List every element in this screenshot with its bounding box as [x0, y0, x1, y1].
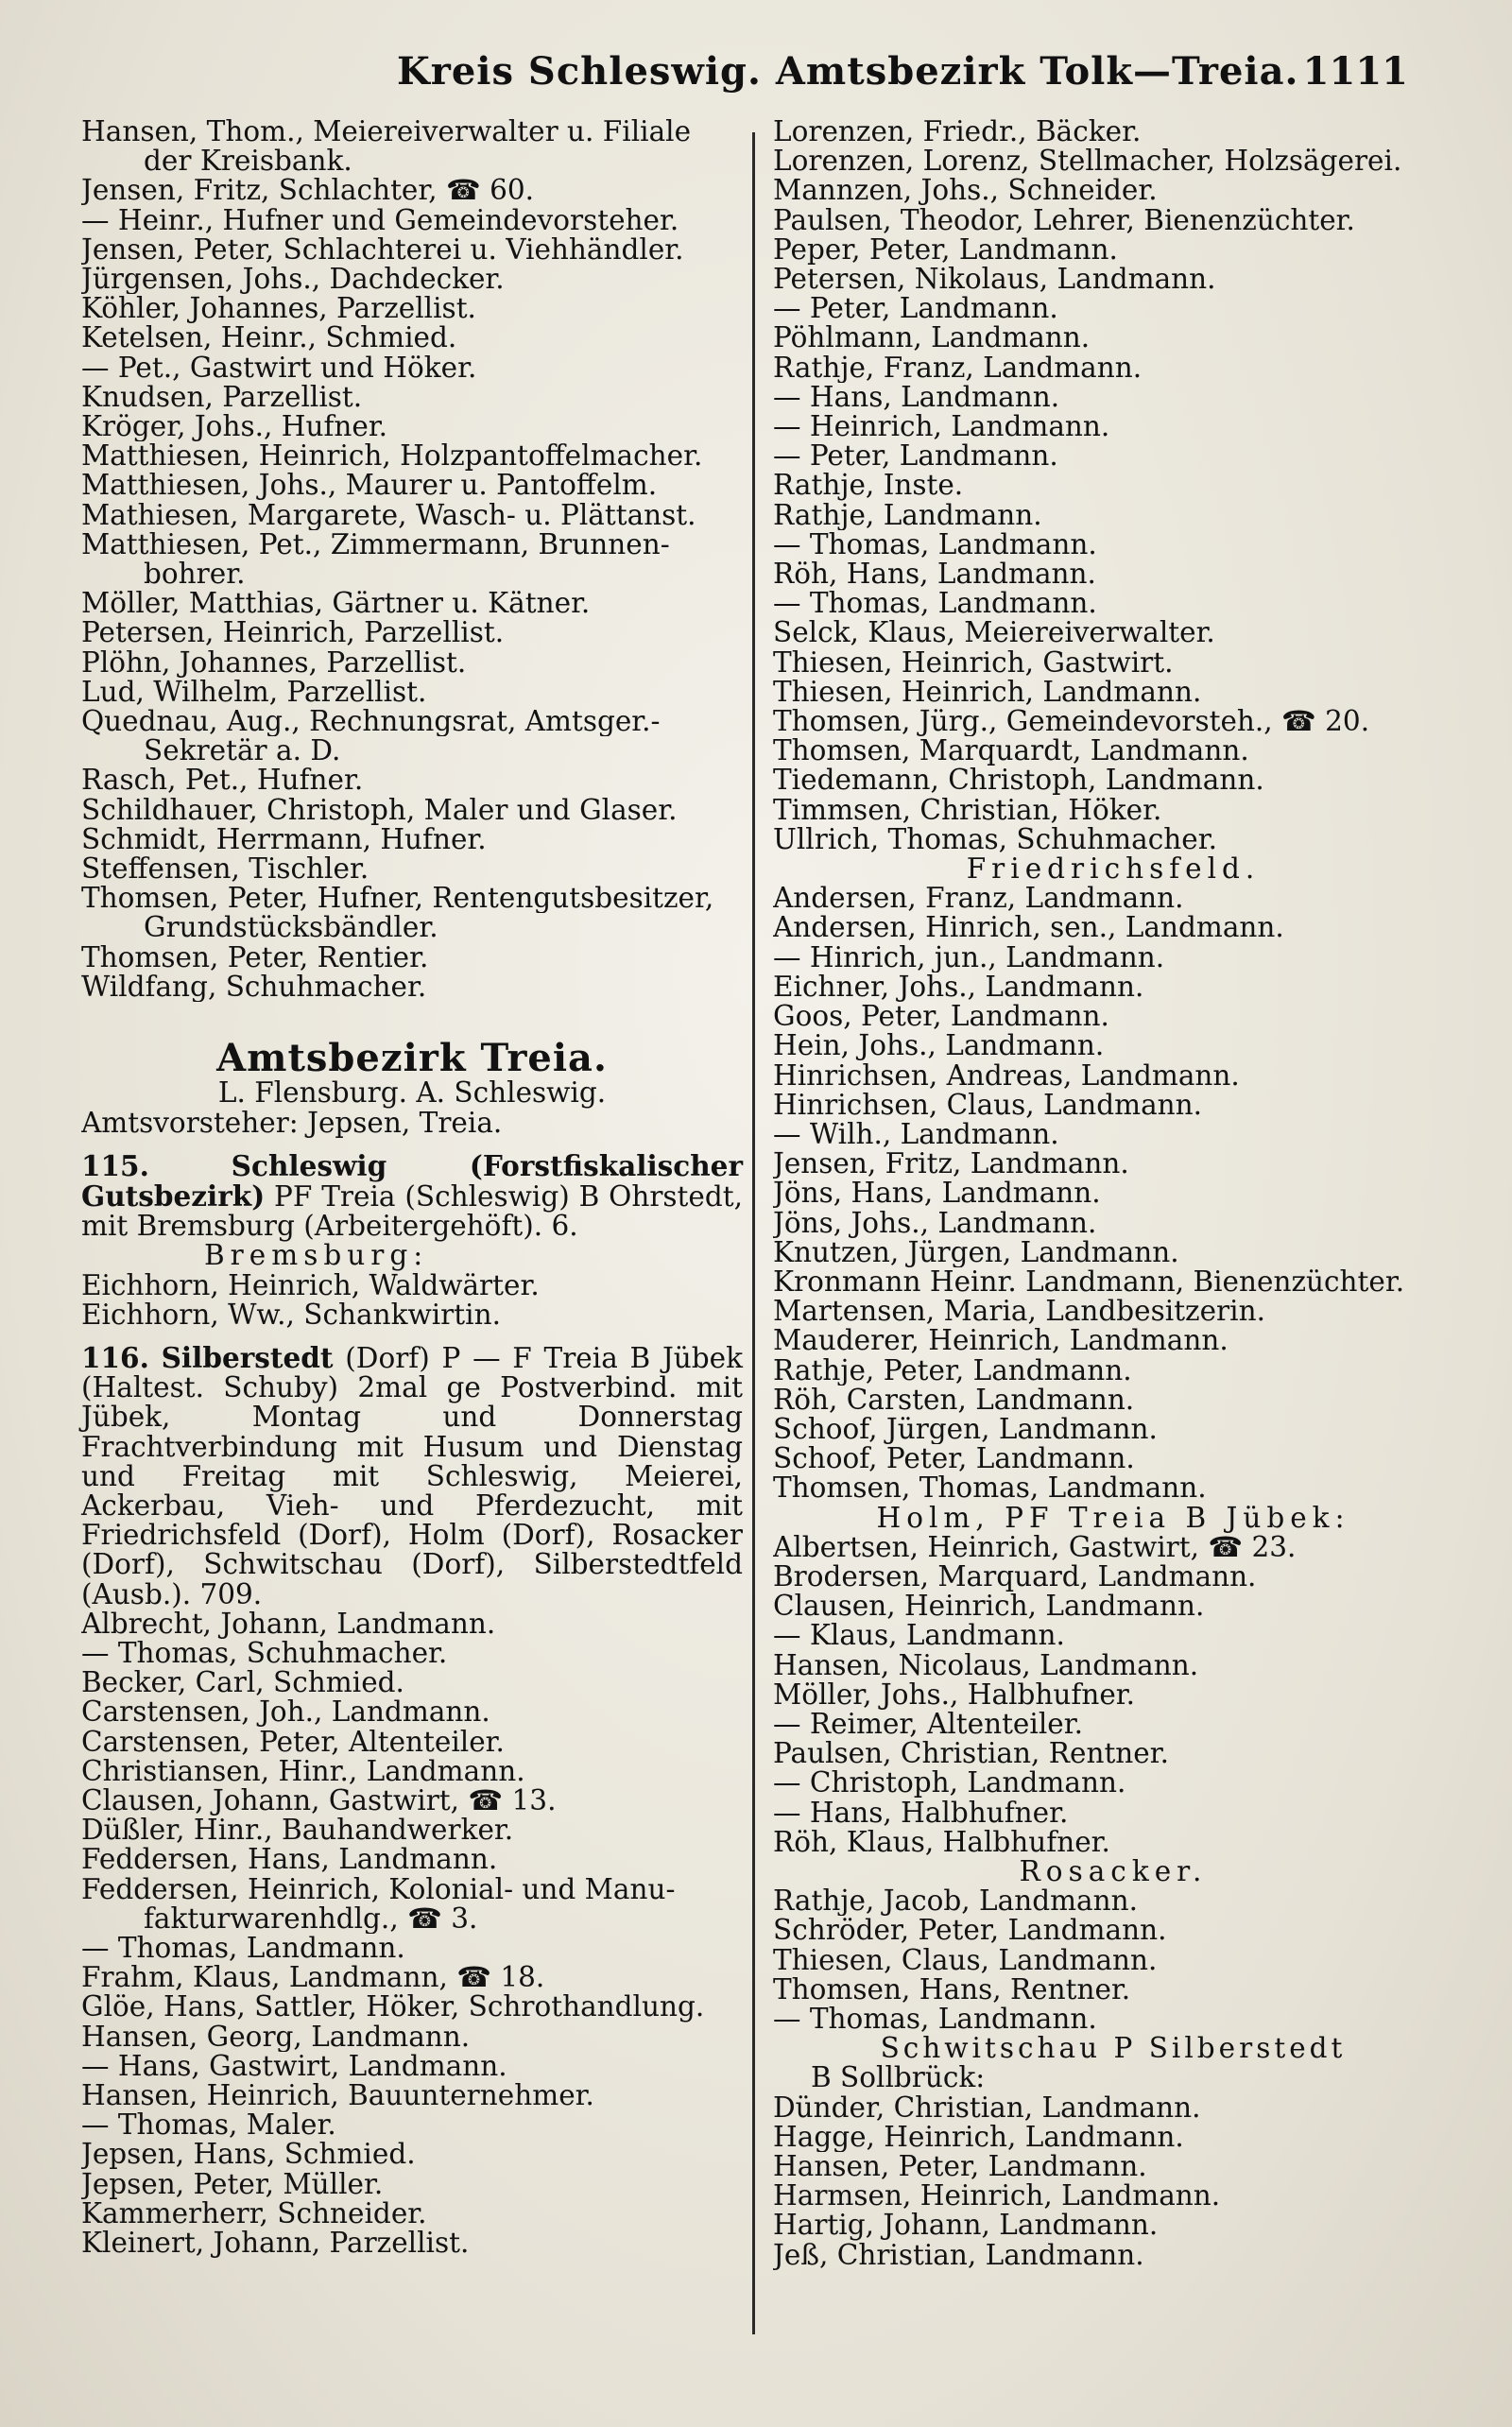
list-entry: Jensen, Fritz, Landmann. — [773, 1149, 1129, 1179]
rosacker-list — [773, 1886, 1453, 2034]
rosacker-label: Rosacker. — [1019, 1854, 1208, 1887]
list-entry: Hein, Johs., Landmann. — [773, 1031, 1105, 1061]
right-column — [773, 117, 1453, 2270]
list-entry: Jöns, Hans, Landmann. — [773, 1179, 1101, 1209]
list-entry: Petersen, Nikolaus, Landmann. — [773, 265, 1216, 295]
list-entry: Sekretär a. D. — [144, 736, 341, 766]
list-entry: Thomsen, Hans, Rentner. — [773, 1974, 1131, 2005]
list-entry: Jürgensen, Johs., Dachdecker. — [81, 265, 505, 295]
list-entry: Plöhn, Johannes, Parzellist. — [81, 647, 467, 678]
list-entry: Eichner, Johs., Landmann. — [773, 972, 1144, 1003]
list-entry: — Thomas, Maler. — [81, 2110, 336, 2141]
schwitschau-label-2: B Sollbrück: — [811, 2063, 986, 2093]
list-entry: Mannzen, Johs., Schneider. — [773, 176, 1158, 206]
list-entry: — Peter, Landmann. — [773, 441, 1058, 472]
list-entry: Rathje, Inste. — [773, 471, 964, 501]
list-entry: — Thomas, Schuhmacher. — [81, 1638, 448, 1669]
list-entry: Hinrichsen, Andreas, Landmann. — [773, 1060, 1240, 1091]
list-entry: Carstensen, Peter, Altenteiler. — [81, 1727, 505, 1757]
list-entry: — Hans, Landmann. — [773, 382, 1060, 413]
section-116-heading: Silberstedt — [161, 1340, 334, 1374]
holm-list — [773, 1533, 1453, 1857]
list-entry: Thiesen, Claus, Landmann. — [773, 1945, 1158, 1975]
list-entry: Jensen, Peter, Schlachterei u. Viehhändler. — [81, 234, 684, 266]
list-entry: Matthiesen, Johs., Maurer u. Pantoffelm. — [81, 471, 658, 501]
list-entry: Harmsen, Heinrich, Landmann. — [773, 2181, 1221, 2212]
list-entry: — Thomas, Landmann. — [773, 529, 1097, 560]
list-entry: Röh, Klaus, Halbhufner. — [773, 1827, 1110, 1857]
list-entry: Albrecht, Johann, Landmann. — [81, 1609, 496, 1639]
list-entry: — Hans, Gastwirt, Landmann. — [81, 2051, 507, 2081]
list-entry: Feddersen, Hans, Landmann. — [81, 1845, 498, 1875]
list-entry: Jöns, Johs., Landmann. — [773, 1208, 1097, 1238]
list-entry: Düßler, Hinr., Bauhandwerker. — [81, 1816, 514, 1846]
list-entry: Hansen, Georg, Landmann. — [81, 2022, 471, 2052]
section-116 — [81, 1340, 743, 1610]
list-entry: Peper, Peter, Landmann. — [773, 234, 1118, 266]
list-entry: — Reimer, Altenteiler. — [773, 1709, 1083, 1740]
list-entry: — Christoph, Landmann. — [773, 1768, 1126, 1799]
list-entry: Matthiesen, Pet., Zimmermann, Brunnen- — [81, 529, 670, 560]
friedrichsfeld-label: Friedrichsfeld. — [966, 852, 1261, 886]
list-entry: — Thomas, Landmann. — [773, 2005, 1097, 2035]
list-entry: Thiesen, Heinrich, Gastwirt. — [773, 647, 1174, 678]
list-entry: Hinrichsen, Claus, Landmann. — [773, 1090, 1203, 1120]
left-column — [81, 117, 743, 2258]
list-entry: der Kreisbank. — [144, 146, 352, 177]
list-entry: Jepsen, Hans, Schmied. — [81, 2140, 416, 2170]
list-entry: — Wilh., Landmann. — [773, 1119, 1059, 1150]
list-entry: Timmsen, Christian, Höker. — [773, 795, 1162, 825]
list-entry: Jepsen, Peter, Müller. — [81, 2169, 384, 2199]
list-entry: Andersen, Franz, Landmann. — [773, 884, 1184, 914]
list-entry: Jeß, Christian, Landmann. — [773, 2240, 1144, 2270]
amtsbezirk-line: L. Flensburg. A. Schleswig. — [217, 1076, 607, 1110]
list-entry: — Klaus, Landmann. — [773, 1621, 1065, 1651]
section-115-heading: Schleswig (Forstfiskalischer Gutsbezirk) — [81, 1148, 743, 1213]
list-entry: Thomsen, Peter, Rentier. — [81, 942, 429, 973]
list-entry: Kröger, Johs., Hufner. — [81, 412, 388, 442]
list-entry: Hagge, Heinrich, Landmann. — [773, 2122, 1184, 2153]
list-entry: Thomsen, Thomas, Landmann. — [773, 1473, 1207, 1504]
section-116-text: (Dorf) P — F Treia B Jübek (Haltest. Schuby) 2mal ge Postverbind. mit Jübek, Montag und Donnerstag Frachtverbindung mit Husum und Dienstag und Freitag mit Schleswig, Meierei, Ackerbau, Vieh- und Pferdezucht, mit Friedrichsfeld (Dorf), Holm (Dorf), Rosacker (Dorf), Schwitschau (Dorf), Silberstedtfeld (Ausb.). 709. — [81, 1341, 743, 1610]
list-entry: Kleinert, Johann, Parzellist. — [81, 2229, 470, 2259]
list-entry: — Peter, Landmann. — [773, 294, 1058, 324]
friedrichsfeld-list — [773, 884, 1453, 1503]
list-entry: Matthiesen, Heinrich, Holzpantoffelmacher. — [81, 441, 703, 472]
list-entry: Schildhauer, Christoph, Maler und Glaser. — [81, 795, 678, 825]
list-entry: Petersen, Heinrich, Parzellist. — [81, 618, 505, 648]
list-entry: Feddersen, Heinrich, Kolonial- und Manu- — [81, 1874, 676, 1904]
list-entry: Rathje, Landmann. — [773, 500, 1042, 530]
list-entry: Köhler, Johannes, Parzellist. — [81, 294, 476, 324]
list-entry: Hansen, Thom., Meiereiverwalter u. Filiale — [81, 117, 692, 147]
section-115-text: PF Treia (Schleswig) B Ohrstedt, mit Bremsburg (Arbeitergehöft). 6. — [81, 1179, 743, 1243]
list-entry: Schoof, Peter, Landmann. — [773, 1444, 1135, 1474]
list-entry: Hartig, Johann, Landmann. — [773, 2211, 1159, 2241]
right-top-list — [773, 117, 1453, 854]
list-entry: Hansen, Peter, Landmann. — [773, 2152, 1147, 2182]
list-entry: Schmidt, Herrmann, Hufner. — [81, 824, 487, 855]
list-entry: Thomsen, Peter, Hufner, Rentengutsbesitzer, — [81, 884, 714, 914]
running-title: Kreis Schleswig. Amtsbezirk Tolk—Treia. — [397, 49, 1299, 94]
list-entry: — Heinrich, Landmann. — [773, 412, 1110, 442]
list-entry: Rathje, Jacob, Landmann. — [773, 1886, 1139, 1917]
list-entry: Frahm, Klaus, Landmann, ☎ 18. — [81, 1963, 545, 1993]
section-116-number: 116. — [81, 1340, 149, 1374]
holm-label: Holm, PF Treia B Jübek: — [876, 1501, 1350, 1534]
list-entry: Thomsen, Jürg., Gemeindevorsteh., ☎ 20. — [773, 707, 1370, 737]
list-entry: Carstensen, Joh., Landmann. — [81, 1697, 490, 1728]
list-entry: Clausen, Heinrich, Landmann. — [773, 1592, 1205, 1622]
list-entry: Dünder, Christian, Landmann. — [773, 2092, 1201, 2123]
list-entry: Kronmann Heinr. Landmann, Bienenzüchter. — [773, 1266, 1405, 1298]
list-entry: Thiesen, Heinrich, Landmann. — [773, 677, 1202, 708]
list-entry: bohrer. — [144, 559, 246, 590]
amtsvorsteher-line: Amtsvorsteher: Jepsen, Treia. — [81, 1108, 503, 1138]
list-entry: Glöe, Hans, Sattler, Höker, Schrothandlung. — [81, 1992, 705, 2022]
list-entry: Selck, Klaus, Meiereiverwalter. — [773, 618, 1215, 648]
list-entry: Clausen, Johann, Gastwirt, ☎ 13. — [81, 1785, 557, 1816]
list-entry: Tiedemann, Christoph, Landmann. — [773, 766, 1264, 796]
list-entry: — Thomas, Landmann. — [773, 589, 1097, 619]
list-entry: Rathje, Peter, Landmann. — [773, 1355, 1132, 1386]
section-115-number: 115. — [81, 1148, 149, 1182]
list-entry: Martensen, Maria, Landbesitzerin. — [773, 1297, 1265, 1327]
list-entry: — Thomas, Landmann. — [81, 1933, 405, 1964]
list-entry: — Heinr., Hufner und Gemeindevorsteher. — [81, 205, 679, 235]
list-entry: Rathje, Franz, Landmann. — [773, 353, 1143, 383]
list-entry: Röh, Carsten, Landmann. — [773, 1385, 1135, 1415]
column-divider — [752, 132, 755, 2334]
list-entry: Thomsen, Marquardt, Landmann. — [773, 736, 1249, 766]
list-entry: — Hinrich, jun., Landmann. — [773, 942, 1165, 973]
list-entry: Christiansen, Hinr., Landmann. — [81, 1756, 525, 1786]
list-entry: Lorenzen, Lorenz, Stellmacher, Holzsägerei. — [773, 146, 1402, 177]
list-entry: Steffensen, Tischler. — [81, 854, 369, 885]
list-entry: Andersen, Hinrich, sen., Landmann. — [773, 913, 1284, 943]
list-entry: Lorenzen, Friedr., Bäcker. — [773, 117, 1142, 147]
list-entry: Ketelsen, Heinr., Schmied. — [81, 323, 457, 353]
list-entry: Goos, Peter, Landmann. — [773, 1002, 1109, 1032]
section-115 — [81, 1148, 743, 1243]
list-entry: Eichhorn, Ww., Schankwirtin. — [81, 1300, 501, 1330]
left-bottom-list — [81, 1609, 743, 2258]
page-number: 1111 — [1302, 49, 1408, 94]
schwitschau-label: Schwitschau P Silberstedt — [880, 2032, 1347, 2065]
amtsbezirk-title: Amtsbezirk Treia. — [216, 1036, 608, 1081]
list-entry: Möller, Matthias, Gärtner u. Kätner. — [81, 589, 591, 619]
list-entry: Ullrich, Thomas, Schuhmacher. — [773, 824, 1217, 855]
list-entry: Mathiesen, Margarete, Wasch- u. Plättanst. — [81, 500, 696, 530]
list-entry: Hansen, Heinrich, Bauunternehmer. — [81, 2081, 594, 2111]
page-header — [85, 49, 1408, 106]
list-entry: Knutzen, Jürgen, Landmann. — [773, 1237, 1179, 1267]
list-entry: Hansen, Nicolaus, Landmann. — [773, 1650, 1199, 1680]
list-entry: Quednau, Aug., Rechnungsrat, Amtsger.- — [81, 707, 661, 737]
list-entry: Becker, Carl, Schmied. — [81, 1668, 404, 1698]
list-entry: Paulsen, Theodor, Lehrer, Bienenzüchter. — [773, 205, 1355, 235]
list-entry: Möller, Johs., Halbhufner. — [773, 1679, 1136, 1710]
left-top-list — [81, 117, 743, 1002]
list-entry: Mauderer, Heinrich, Landmann. — [773, 1326, 1228, 1356]
list-entry: Albertsen, Heinrich, Gastwirt, ☎ 23. — [773, 1532, 1297, 1562]
list-entry: Lud, Wilhelm, Parzellist. — [81, 677, 427, 708]
list-entry: Rasch, Pet., Hufner. — [81, 766, 364, 796]
list-entry: Wildfang, Schuhmacher. — [81, 972, 427, 1003]
list-entry: — Pet., Gastwirt und Höker. — [81, 353, 477, 383]
list-entry: Schröder, Peter, Landmann. — [773, 1916, 1167, 1946]
bremsburg-list — [81, 1271, 743, 1330]
list-entry: Pöhlmann, Landmann. — [773, 323, 1091, 353]
schwitschau-list — [773, 2093, 1453, 2270]
list-entry: Grundstücksbändler. — [144, 913, 438, 943]
list-entry: Paulsen, Christian, Rentner. — [773, 1739, 1169, 1769]
list-entry: Brodersen, Marquard, Landmann. — [773, 1561, 1257, 1592]
list-entry: — Hans, Halbhufner. — [773, 1798, 1069, 1828]
list-entry: Eichhorn, Heinrich, Waldwärter. — [81, 1270, 540, 1300]
list-entry: Röh, Hans, Landmann. — [773, 559, 1096, 590]
list-entry: Knudsen, Parzellist. — [81, 382, 363, 413]
bremsburg-label: Bremsburg: — [204, 1239, 429, 1272]
list-entry: fakturwarenhdlg., ☎ 3. — [144, 1903, 478, 1934]
list-entry: Schoof, Jürgen, Landmann. — [773, 1414, 1158, 1445]
list-entry: Jensen, Fritz, Schlachter, ☎ 60. — [81, 176, 535, 206]
list-entry: Kammerherr, Schneider. — [81, 2198, 427, 2229]
